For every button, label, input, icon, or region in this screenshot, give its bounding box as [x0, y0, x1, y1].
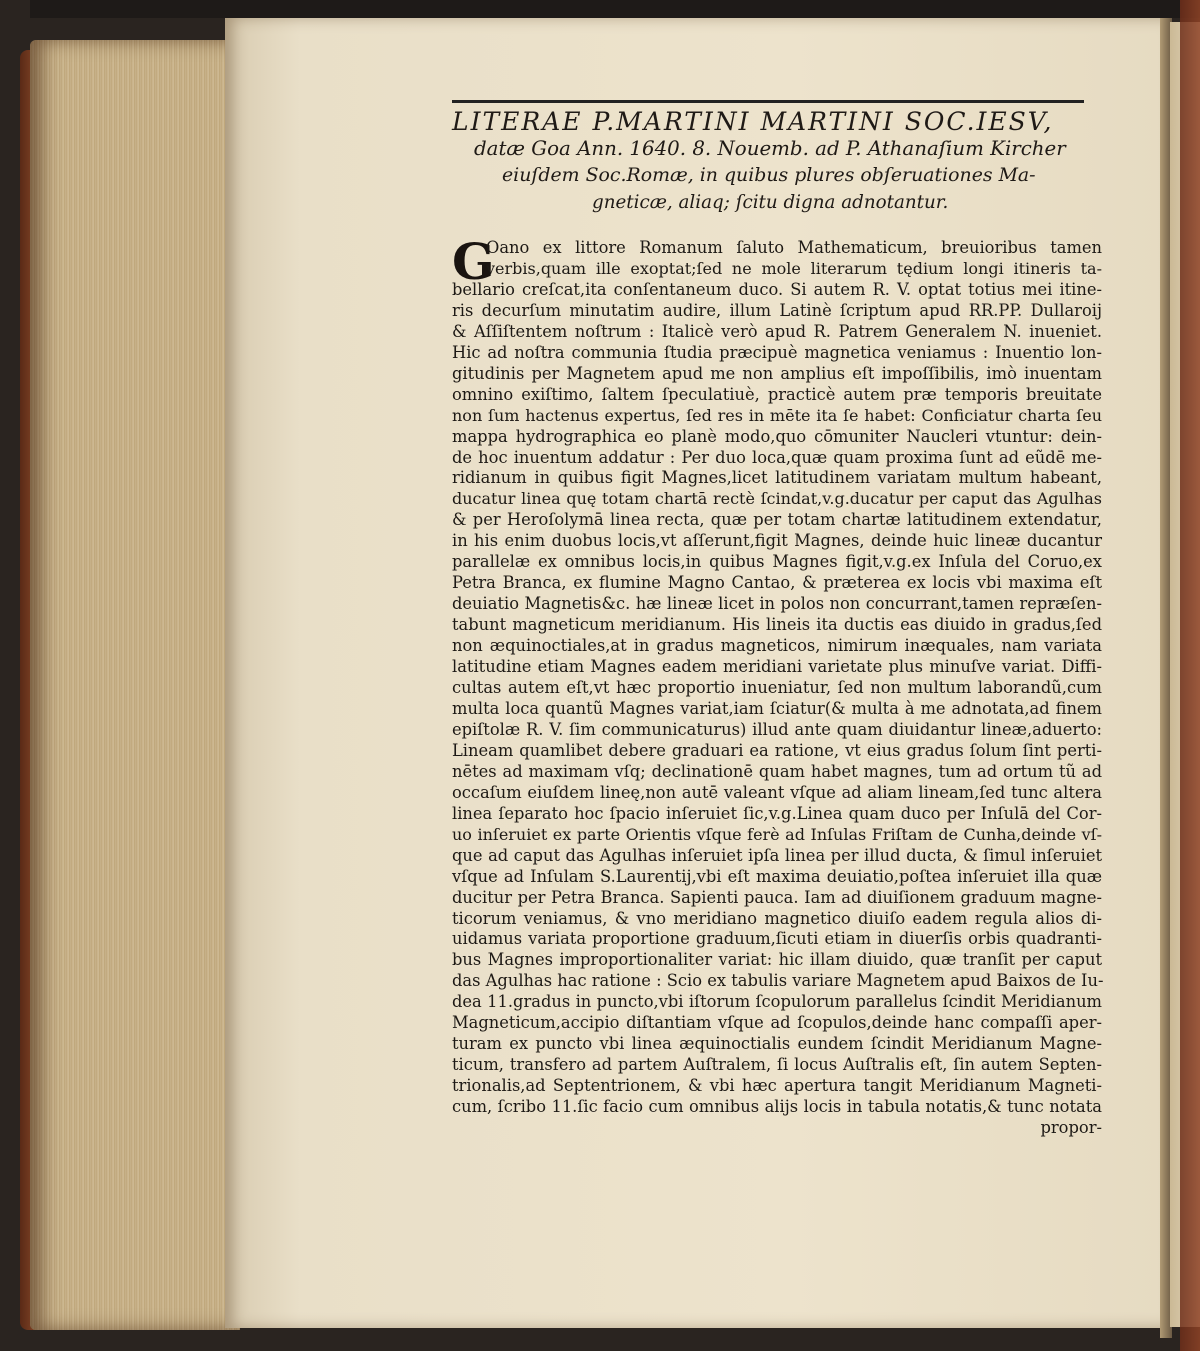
- text-line: tabunt magneticum meridianum. His lineis ita ductis eas diuido in gradus,ſed: [452, 615, 1102, 635]
- text-line: de hoc inuentum addatur : Per duo loca,quæ quam proxima ſunt ad eũdē me-: [452, 447, 1102, 467]
- text-line: ris decurſum minutatim audire, illum Latinè ſcriptum apud RR.PP. Dullaroij: [452, 300, 1102, 320]
- text-line: linea ſeparato hoc ſpacio inſeruiet ſic,v.g.Linea quam duco per Inſulā del Cor-: [452, 803, 1102, 823]
- text-line: dea 11.gradus in puncto,vbi iſtorum ſcopulorum parallelus ſcindit Meridianum: [452, 992, 1102, 1012]
- text-line: Hic ad noſtra communia ſtudia præcipuè magnetica veniamus : Inuentio lon-: [452, 342, 1102, 362]
- text-line: bellario creſcat,ita conſentaneum duco. Si autem R. V. optat totius mei itine-: [452, 279, 1102, 299]
- text-line: in his enim duobus locis,vt aſſerunt,figit Magnes, deinde huic lineæ ducantur: [452, 531, 1102, 551]
- text-line: propor-: [1040, 1118, 1102, 1138]
- text-line: vſque ad Inſulam S.Laurentij,vbi eſt maxima deuiatio,poſtea inſeruiet illa quæ: [452, 866, 1102, 886]
- text-line: non æquinoctiales,at in gradus magneticos, nimirum inæquales, nam variata: [452, 636, 1102, 656]
- text-line: Petra Branca, ex flumine Magno Cantao, & præterea ex locis vbi maxima eſt: [452, 573, 1102, 593]
- text-line: uo inſeruiet ex parte Orientis vſque ferè ad Inſulas Friſtam de Cunha,deinde vſ-: [452, 824, 1102, 844]
- text-line: non ſum hactenus expertus, ſed res in mēte ita ſe habet: Conficiatur charta ſeu: [452, 405, 1102, 425]
- text-line: turam ex puncto vbi linea æquinoctialis eundem ſcindit Meridianum Magne-: [452, 1034, 1102, 1054]
- text-line: ducitur per Petra Branca. Sapienti pauca. Iam ad diuiſionem graduum magne-: [452, 887, 1102, 907]
- text-line: epiſtolæ R. V. ſim communicaturus) illud ante quam diuidantur lineæ,aduerto:: [452, 719, 1102, 739]
- text-line: ticorum veniamus, & vno meridiano magnetico diuiſo eadem regula alios di-: [452, 908, 1102, 928]
- text-line: das Agulhas hac ratione : Scio ex tabulis variare Magnetem apud Baixos de Iu-: [452, 971, 1104, 991]
- text-line: ducatur linea quę totam chartā rectè ſcindat,v.g.ducatur per caput das Agulhas: [452, 489, 1102, 509]
- text-line: & per Heroſolymā linea recta, quæ per totam chartæ latitudinem extendatur,: [452, 510, 1102, 530]
- text-line: gitudinis per Magnetem apud me non amplius eſt impoſſibilis, imò inuentam: [452, 363, 1102, 383]
- heading-line-2: datæ Goa Ann. 1640. 8. Nouemb. ad P. Athanaſium Kircher: [474, 137, 1066, 160]
- text-line: ticum, transfero ad partem Auſtralem, ſi locus Auſtralis eſt, ſin autem Septen-: [452, 1055, 1102, 1075]
- text-line: omnino exiſtimo, ſaltem ſpeculatiuè, practicè autem præ temporis breuitate: [452, 384, 1102, 404]
- page-edges: [30, 40, 240, 1330]
- heading-line-1: LITERAE P.MARTINI MARTINI SOC.IESV,: [452, 107, 1054, 136]
- text-line: ridianum in quibus figit Magnes,licet latitudinem variatam multum habeant,: [452, 468, 1102, 488]
- heading-rule: [452, 100, 1084, 103]
- text-line: occaſum eiuſdem lineę,non autē valeant vſque ad aliam lineam,ſed tunc altera: [452, 782, 1102, 802]
- drop-cap-initial: G: [452, 232, 495, 291]
- text-line: Oano ex littore Romanum ſaluto Mathematicum, breuioribus tamen: [486, 238, 1102, 257]
- text-line: mappa hydrographica eo planè modo,quo cōmuniter Naucleri vtuntur: dein-: [452, 426, 1102, 446]
- heading-line-4: gneticæ, aliaq; ſcitu digna adnotantur.: [592, 192, 949, 213]
- text-line: bus Magnes improportionaliter variat: hic illam diuido, quæ tranſit per caput: [452, 950, 1102, 970]
- text-line: & Aſſiſtentem noſtrum : Italicè verò apud R. Patrem Generalem N. inueniet.: [452, 321, 1102, 341]
- text-line: deuiatio Magnetis&c. hæ lineæ licet in polos non concurrant,tamen repræſen-: [452, 594, 1102, 614]
- text-line: parallelæ ex omnibus locis,in quibus Magnes figit,v.g.ex Inſula del Coruo,ex: [452, 552, 1102, 572]
- text-line: nētes ad maximam vſq; declinationē quam habet magnes, tum ad ortum tũ ad: [452, 761, 1102, 781]
- text-line: cultas autem eſt,vt hæc proportio inueniatur, ſed non multum laborandũ,cum: [452, 678, 1102, 698]
- text-line: que ad caput das Agulhas inſeruiet ipſa linea per illud ducta, & ſimul inſeruiet: [452, 845, 1102, 865]
- book-cover-top: [30, 0, 1200, 18]
- letter-heading: [452, 108, 1092, 216]
- text-line: trionalis,ad Septentrionem, & vbi hæc apertura tangit Meridianum Magneti-: [452, 1076, 1102, 1096]
- letter-body: [452, 232, 1104, 1139]
- text-line: Magneticum,accipio diſtantiam vſque ad ſcopulos,deinde hanc compaſſi aper-: [452, 1013, 1102, 1033]
- heading-line-3: eiuſdem Soc.Romæ, in quibus plures obſeruationes Ma-: [502, 164, 1036, 186]
- text-line: latitudine etiam Magnes eadem meridiani varietate plus minuſve variat. Diffi-: [452, 657, 1102, 677]
- text-line: multa loca quantũ Magnes variat,iam ſciatur(& multa à me adnotata,ad finem: [452, 698, 1102, 718]
- book-cover-right: [1180, 0, 1200, 1351]
- text-line: cum, ſcribo 11.ſic facio cum omnibus alijs locis in tabula notatis,& tunc notata: [452, 1097, 1102, 1117]
- text-line: Lineam quamlibet debere graduari ea ratione, vt eius gradus ſolum ſint perti-: [452, 740, 1102, 760]
- text-line: uidamus variata proportione graduum,ſicuti etiam in diuerſis orbis quadranti-: [452, 929, 1102, 949]
- text-line: verbis,quam ille exoptat;ſed ne mole literarum tędium longi itineris ta-: [486, 258, 1102, 278]
